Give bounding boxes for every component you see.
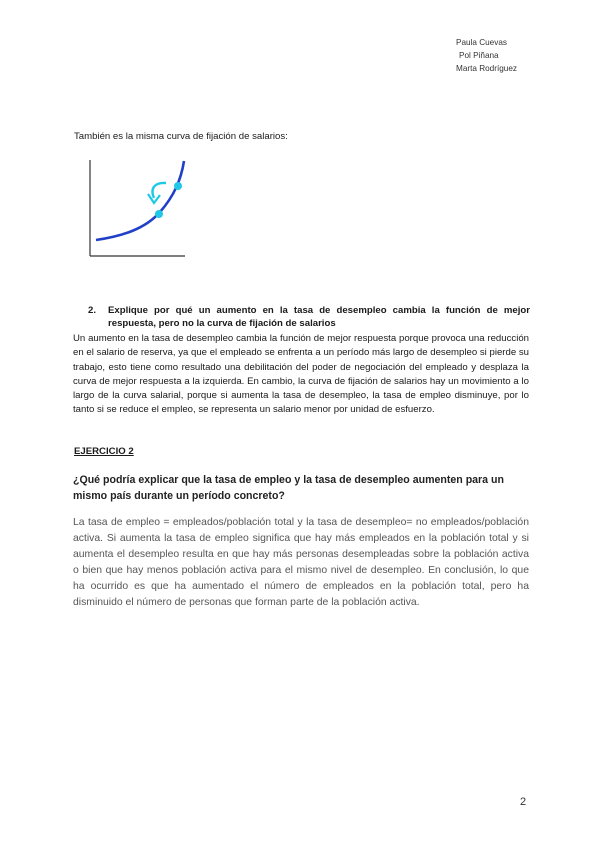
- author-name: Marta Rodríguez: [456, 64, 517, 73]
- equilibrium-point-lower: [155, 210, 163, 218]
- answer-2-paragraph: Un aumento en la tasa de desempleo cambia la función de mejor respuesta porque provoca una reducción en el salario de reserva, ya que el empleado se enfrenta a un período más largo de desempleo si pierde su trabajo, esto tiene como resultado una debilitación del poder de negociación del empleado y desplaza la curva de mejor respuesta a la izquierda. En cambio, la curva de fijación de salarios hay un movimiento a lo largo de la curva salarial, porque si aumenta la tasa de desempleo, la tasa de empleo disminuye, por lo tanto si se reduce el empleo, se representa un salario menor por unidad de esfuerzo.: [73, 333, 529, 416]
- author-list: [456, 36, 517, 75]
- author-name: Paula Cuevas: [456, 38, 507, 47]
- question-number: 2.: [88, 305, 97, 316]
- intro-text: También es la misma curva de fijación de salarios:: [74, 131, 288, 142]
- wage-setting-curve: [96, 161, 184, 240]
- equilibrium-point-upper: [174, 182, 182, 190]
- exercise-2-heading: EJERCICIO 2: [74, 446, 134, 457]
- page-number: 2: [520, 796, 527, 808]
- question-text: Explique por qué un aumento en la tasa de desempleo cambia la función de mejor respuesta, pero no la curva de fijación de salarios: [108, 305, 530, 329]
- wage-setting-curve-figure: [84, 158, 194, 260]
- question-2: [88, 304, 530, 330]
- exercise-2-answer: La tasa de empleo = empleados/población total y la tasa de desempleo= no empleados/población activa. Si aumenta la tasa de empleo significa que hay más empleados en la población total y si aumenta el desempleo resulta en que hay más personas desempleadas sobre la población activa o bien que hay menos población activa para el mismo nivel de desempleo. En conclusión, lo que ha ocurrido es que ha aumentado el número de empleados en la población total, pero ha disminuido el número de personas que forman parte de la población activa.: [73, 517, 529, 609]
- exercise-2-question: ¿Qué podría explicar que la tasa de empleo y la tasa de desempleo aumenten para un mismo país durante un período concreto?: [73, 474, 504, 502]
- author-name: Pol Piñana: [459, 51, 499, 60]
